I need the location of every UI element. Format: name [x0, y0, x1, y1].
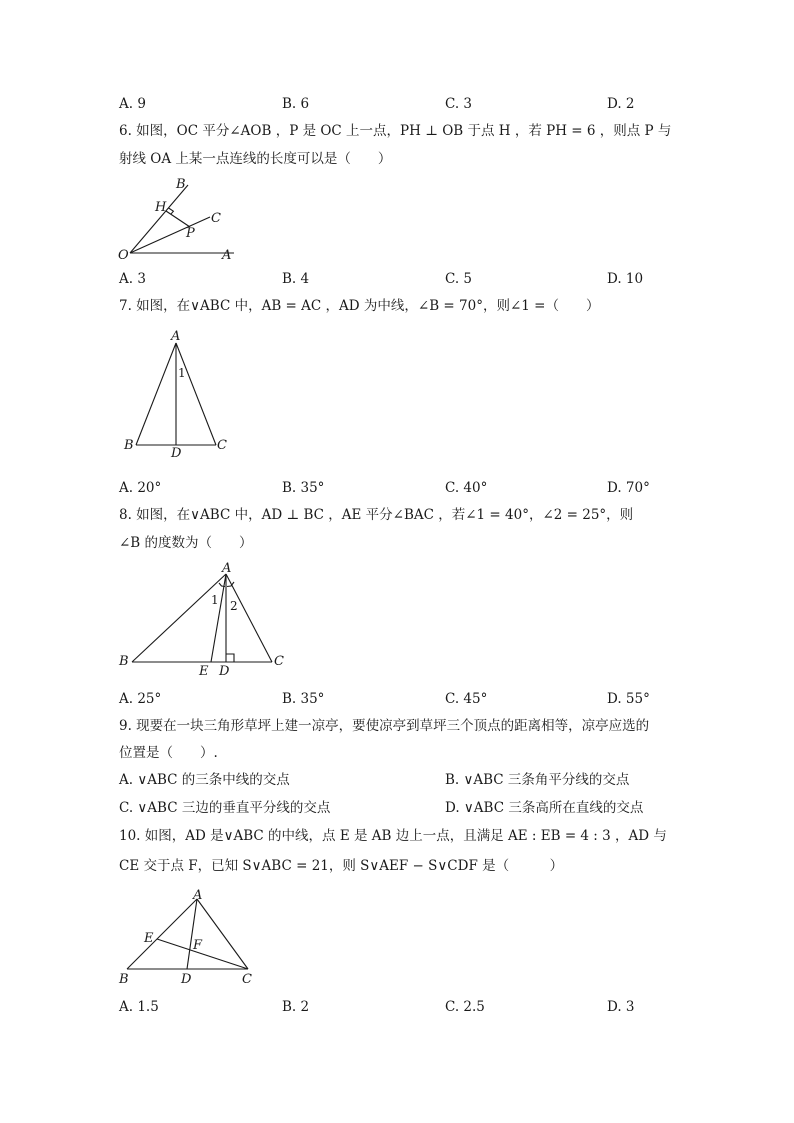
q6-label-c: C [211, 211, 221, 226]
q10-stem-line1: 10. 如图，AD 是∨ABC 的中线，点 E 是 AB 边上一点，且满足 AE : EB = 4 : 3 ，AD 与 [119, 828, 667, 844]
q5-option-b: B. 6 [282, 96, 310, 112]
q10-option-b: B. 2 [282, 999, 310, 1015]
q9-option-b: B. ∨ABC 三条角平分线的交点 [445, 772, 630, 788]
q7-option-c: C. 40° [445, 480, 488, 496]
q7-label-1: 1 [178, 366, 186, 380]
q10-figure [115, 885, 265, 990]
q8-label-2: 2 [230, 599, 238, 613]
q8-option-b: B. 35° [282, 691, 325, 707]
q9-stem-line1: 9. 现要在一块三角形草坪上建一凉亭，要使凉亭到草坪三个顶点的距离相等，凉亭应选的 [119, 718, 650, 734]
q8-label-b: B [119, 654, 129, 669]
q6-option-b: B. 4 [282, 271, 310, 287]
q6-label-p: P [186, 226, 195, 241]
q6-option-c: C. 5 [445, 271, 473, 287]
q7-option-b: B. 35° [282, 480, 325, 496]
q9-option-d: D. ∨ABC 三条高所在直线的交点 [445, 800, 644, 816]
q10-label-e: E [144, 931, 154, 946]
q10-label-a: A [193, 888, 203, 903]
q8-option-a: A. 25° [119, 691, 162, 707]
q8-label-d: D [219, 664, 230, 679]
q6-label-h: H [155, 200, 167, 215]
q7-label-c: C [217, 438, 227, 453]
q7-label-d: D [171, 446, 182, 461]
q10-stem-line2: CE 交于点 F，已知 S∨ABC = 21，则 S∨AEF − S∨CDF 是（ ） [119, 858, 564, 874]
q10-label-b: B [119, 972, 129, 987]
q6-stem-line2: 射线 OA 上某一点连线的长度可以是（ ） [119, 151, 392, 167]
q10-option-c: C. 2.5 [445, 999, 485, 1015]
q6-option-d: D. 10 [607, 271, 644, 287]
q9-option-c: C. ∨ABC 三边的垂直平分线的交点 [119, 800, 331, 816]
q7-label-a: A [171, 329, 181, 344]
q5-option-a: A. 9 [119, 96, 146, 112]
q6-option-a: A. 3 [119, 271, 146, 287]
q8-option-d: D. 55° [607, 691, 650, 707]
q8-option-c: C. 45° [445, 691, 488, 707]
q10-option-a: A. 1.5 [119, 999, 159, 1015]
q9-stem-line2: 位置是（ ）. [119, 745, 218, 761]
q8-label-1: 1 [211, 593, 219, 607]
q7-figure [120, 325, 240, 460]
q8-label-e: E [199, 664, 209, 679]
q8-label-c: C [274, 654, 284, 669]
q8-label-a: A [222, 561, 232, 576]
q8-stem-line2: ∠B 的度数为（ ） [119, 535, 253, 551]
q7-option-d: D. 70° [607, 480, 650, 496]
q8-figure [115, 558, 295, 680]
q6-label-o: O [118, 248, 129, 263]
q5-option-d: D. 2 [607, 96, 635, 112]
q8-stem-line1: 8. 如图，在∨ABC 中，AD ⊥ BC ，AE 平分∠BAC ，若∠1 = 40°，∠2 = 25°，则 [119, 507, 634, 523]
q9-option-a: A. ∨ABC 的三条中线的交点 [119, 772, 290, 788]
q6-label-b: B [176, 177, 186, 192]
q10-option-d: D. 3 [607, 999, 635, 1015]
q6-figure [110, 175, 250, 265]
q10-label-c: C [242, 972, 252, 987]
q7-label-b: B [124, 438, 134, 453]
q5-option-c: C. 3 [445, 96, 473, 112]
q10-label-d: D [181, 972, 192, 987]
q6-stem-line1: 6. 如图，OC 平分∠AOB ，P 是 OC 上一点，PH ⊥ OB 于点 H ，若 PH = 6 ，则点 P 与 [119, 123, 672, 139]
q7-stem-line1: 7. 如图，在∨ABC 中，AB = AC ，AD 为中线，∠B = 70°，则∠1 =（ ） [119, 298, 600, 314]
q10-label-f: F [193, 938, 203, 953]
q6-label-a: A [222, 248, 232, 263]
q7-option-a: A. 20° [119, 480, 162, 496]
